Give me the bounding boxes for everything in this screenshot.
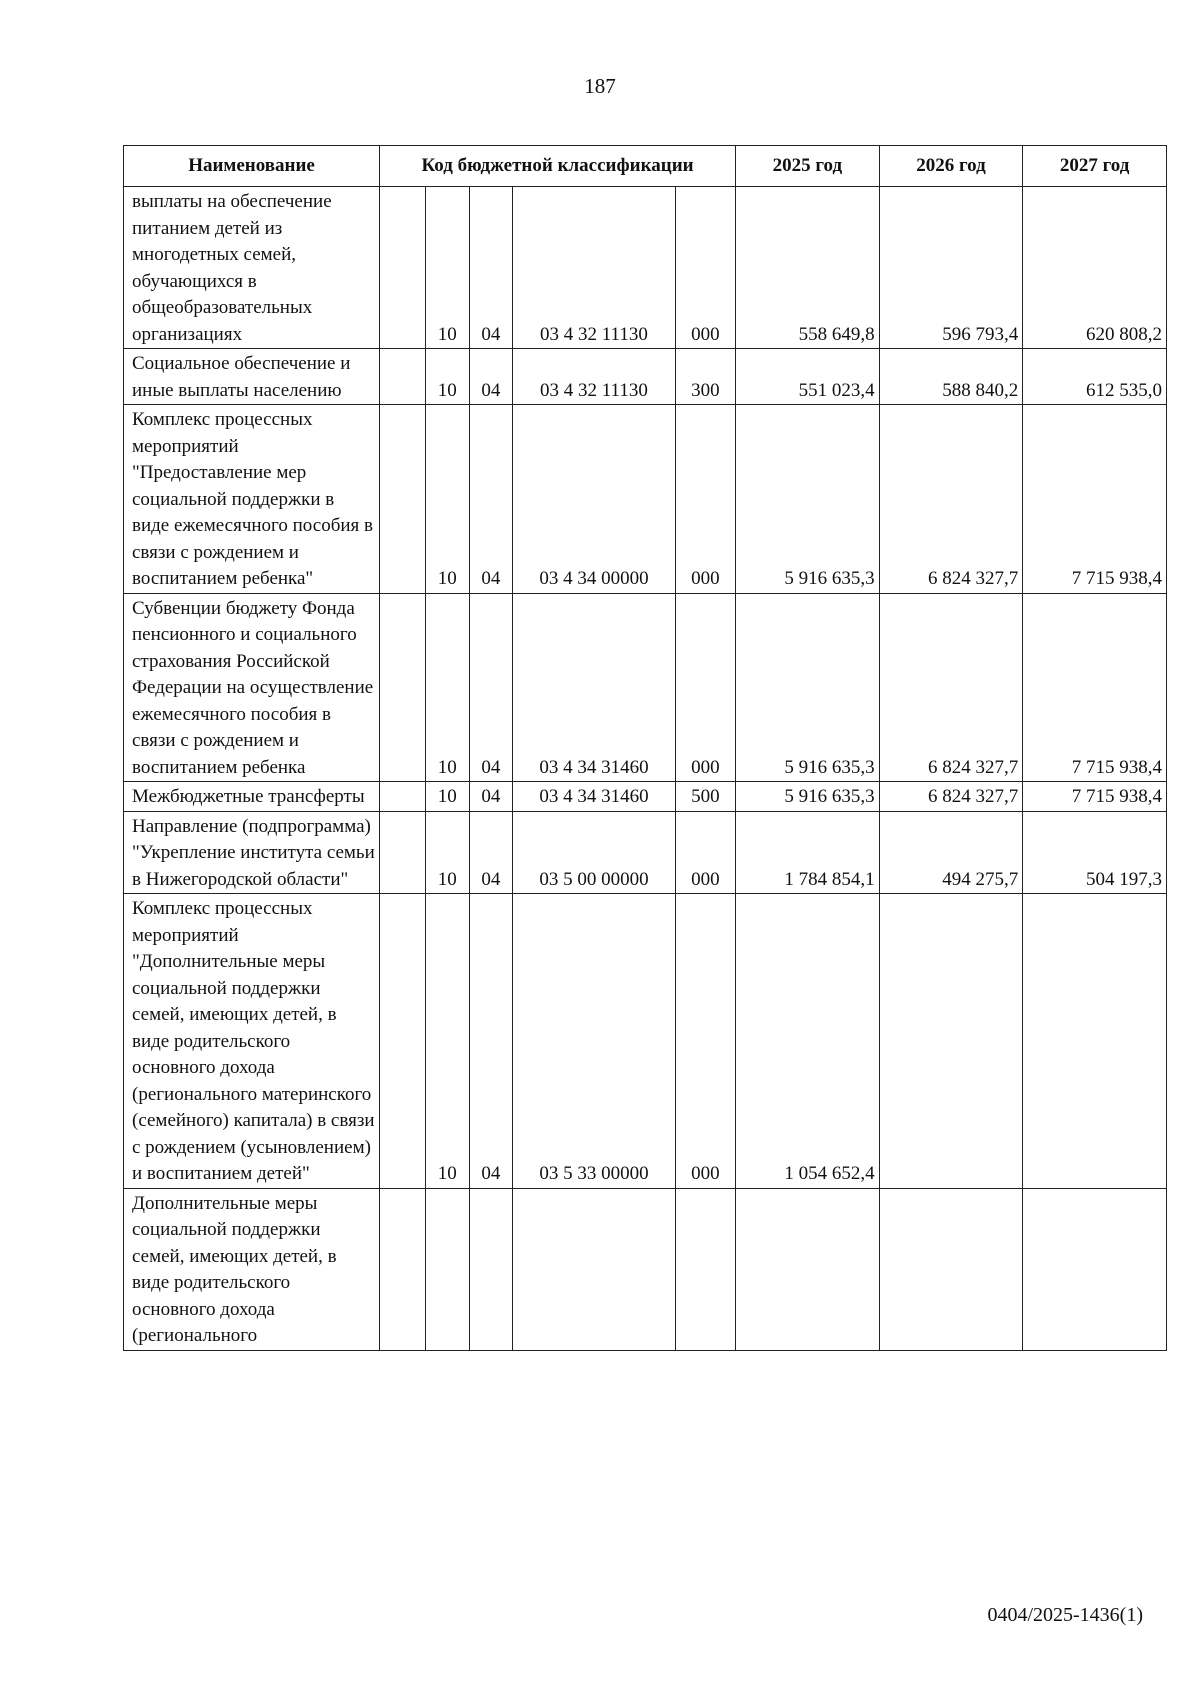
row-name: Субвенции бюджету Фонда пенсионного и социального страхования Российской Федерации на осуществление ежемесячного пособия в связи с рождением и воспитанием ребенка bbox=[124, 593, 380, 782]
row-value-2025: 1 784 854,1 bbox=[736, 811, 880, 894]
row-value-2025: 1 054 652,4 bbox=[736, 894, 880, 1189]
header-budget-code: Код бюджетной классификации bbox=[380, 146, 736, 187]
row-code-section: 10 bbox=[425, 811, 469, 894]
row-code-target: 03 5 00 00000 bbox=[513, 811, 675, 894]
row-name: Комплекс процессных мероприятий "Предоставление мер социальной поддержки в виде ежемесячного пособия в связи с рождением и воспитанием ребенка" bbox=[124, 405, 380, 594]
row-code-subsection: 04 bbox=[469, 349, 513, 405]
row-code-section bbox=[425, 1188, 469, 1350]
row-value-2025: 5 916 635,3 bbox=[736, 405, 880, 594]
row-value-2026: 588 840,2 bbox=[879, 349, 1023, 405]
row-code-expense-type: 000 bbox=[675, 894, 735, 1189]
row-value-2027: 612 535,0 bbox=[1023, 349, 1167, 405]
row-code-target: 03 4 34 31460 bbox=[513, 782, 675, 812]
row-name: выплаты на обеспечение питанием детей из многодетных семей, обучающихся в общеобразовательных организациях bbox=[124, 187, 380, 349]
row-value-2025: 5 916 635,3 bbox=[736, 593, 880, 782]
row-name: Комплекс процессных мероприятий "Дополнительные меры социальной поддержки семей, имеющих детей, в виде родительского основного дохода (регионального материнского (семейного) капитала) в связи с рождением (усыновлением) и воспитанием детей" bbox=[124, 894, 380, 1189]
row-code-empty bbox=[380, 894, 426, 1189]
row-code-empty bbox=[380, 1188, 426, 1350]
row-code-subsection: 04 bbox=[469, 593, 513, 782]
table-row bbox=[124, 811, 1167, 894]
row-value-2025 bbox=[736, 1188, 880, 1350]
row-code-subsection: 04 bbox=[469, 187, 513, 349]
row-code-empty bbox=[380, 405, 426, 594]
row-value-2025: 558 649,8 bbox=[736, 187, 880, 349]
table-header-row bbox=[124, 146, 1167, 187]
row-value-2026: 6 824 327,7 bbox=[879, 593, 1023, 782]
row-code-subsection: 04 bbox=[469, 405, 513, 594]
row-code-section: 10 bbox=[425, 187, 469, 349]
row-value-2026 bbox=[879, 1188, 1023, 1350]
row-value-2026: 494 275,7 bbox=[879, 811, 1023, 894]
table-row bbox=[124, 894, 1167, 1189]
header-2027: 2027 год bbox=[1023, 146, 1167, 187]
table-row bbox=[124, 405, 1167, 594]
row-name: Социальное обеспечение и иные выплаты населению bbox=[124, 349, 380, 405]
table-row bbox=[124, 782, 1167, 812]
row-value-2025: 5 916 635,3 bbox=[736, 782, 880, 812]
row-code-expense-type: 000 bbox=[675, 593, 735, 782]
row-code-empty bbox=[380, 593, 426, 782]
row-value-2026: 596 793,4 bbox=[879, 187, 1023, 349]
row-value-2026: 6 824 327,7 bbox=[879, 782, 1023, 812]
document-number: 0404/2025-1436(1) bbox=[987, 1604, 1143, 1626]
row-code-section: 10 bbox=[425, 593, 469, 782]
row-value-2027: 620 808,2 bbox=[1023, 187, 1167, 349]
row-code-target: 03 5 33 00000 bbox=[513, 894, 675, 1189]
row-code-empty bbox=[380, 782, 426, 812]
header-2025: 2025 год bbox=[736, 146, 880, 187]
row-value-2027 bbox=[1023, 894, 1167, 1189]
row-code-expense-type: 000 bbox=[675, 811, 735, 894]
row-value-2027 bbox=[1023, 1188, 1167, 1350]
row-code-empty bbox=[380, 187, 426, 349]
row-value-2026 bbox=[879, 894, 1023, 1189]
row-value-2027: 7 715 938,4 bbox=[1023, 782, 1167, 812]
table-row bbox=[124, 349, 1167, 405]
row-code-section: 10 bbox=[425, 782, 469, 812]
row-name: Межбюджетные трансферты bbox=[124, 782, 380, 812]
row-code-subsection: 04 bbox=[469, 811, 513, 894]
row-code-expense-type: 000 bbox=[675, 405, 735, 594]
row-code-empty bbox=[380, 811, 426, 894]
row-value-2027: 504 197,3 bbox=[1023, 811, 1167, 894]
row-value-2025: 551 023,4 bbox=[736, 349, 880, 405]
row-code-section: 10 bbox=[425, 894, 469, 1189]
header-name: Наименование bbox=[124, 146, 380, 187]
table-row bbox=[124, 187, 1167, 349]
row-code-target bbox=[513, 1188, 675, 1350]
row-value-2027: 7 715 938,4 bbox=[1023, 405, 1167, 594]
row-code-empty bbox=[380, 349, 426, 405]
row-code-subsection bbox=[469, 1188, 513, 1350]
row-code-target: 03 4 34 31460 bbox=[513, 593, 675, 782]
table-row bbox=[124, 1188, 1167, 1350]
row-value-2027: 7 715 938,4 bbox=[1023, 593, 1167, 782]
row-code-subsection: 04 bbox=[469, 894, 513, 1189]
row-code-target: 03 4 34 00000 bbox=[513, 405, 675, 594]
row-code-target: 03 4 32 11130 bbox=[513, 349, 675, 405]
row-code-subsection: 04 bbox=[469, 782, 513, 812]
row-code-section: 10 bbox=[425, 349, 469, 405]
row-code-expense-type: 300 bbox=[675, 349, 735, 405]
row-code-expense-type bbox=[675, 1188, 735, 1350]
row-code-expense-type: 500 bbox=[675, 782, 735, 812]
row-code-target: 03 4 32 11130 bbox=[513, 187, 675, 349]
header-2026: 2026 год bbox=[879, 146, 1023, 187]
row-name: Дополнительные меры социальной поддержки семей, имеющих детей, в виде родительского основного дохода (регионального bbox=[124, 1188, 380, 1350]
row-name: Направление (подпрограмма) "Укрепление института семьи в Нижегородской области" bbox=[124, 811, 380, 894]
row-code-expense-type: 000 bbox=[675, 187, 735, 349]
row-value-2026: 6 824 327,7 bbox=[879, 405, 1023, 594]
row-code-section: 10 bbox=[425, 405, 469, 594]
budget-table bbox=[123, 145, 1167, 1351]
table-row bbox=[124, 593, 1167, 782]
page-number: 187 bbox=[584, 74, 616, 98]
